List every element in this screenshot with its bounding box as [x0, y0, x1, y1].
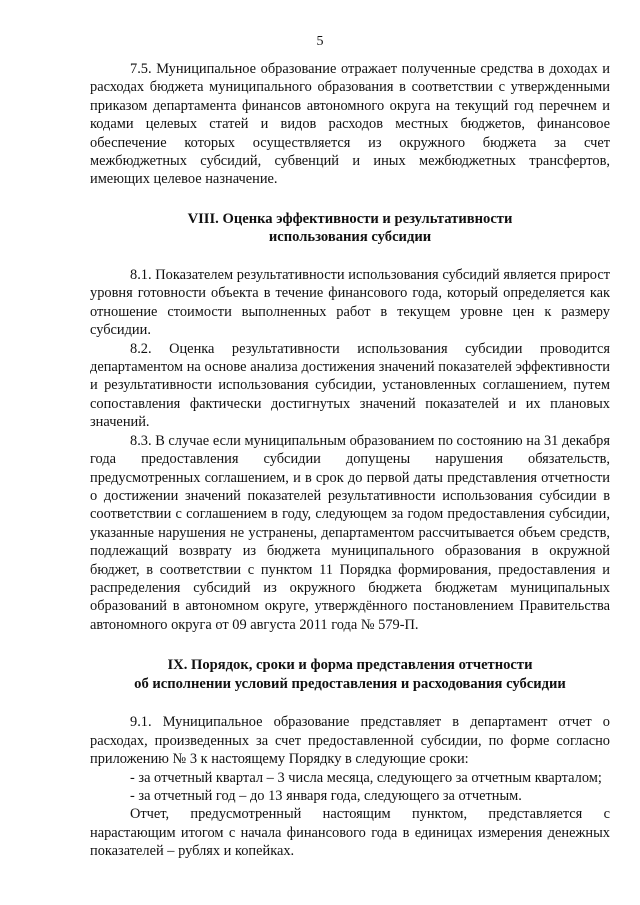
list-item-quarter: - за отчетный квартал – 3 числа месяца, следующего за отчетным кварталом;	[130, 769, 602, 786]
paragraph-8-3: 8.3. В случае если муниципальным образованием по состоянию на 31 декабря года предоставления субсидии допущены нарушения обязательств, предусмотренных соглашением, и в срок до первой даты представления отчетности о достижении значений показателей результативности использования субсидии в соответствии с соглашением в году, следующем за годом предоставления субсидии, указанные нарушения не устранены, департаментом рассчитывается объем средств, подлежащий возврату из бюджета муниципального образования в окружной бюджет, в соответствии с пунктом 11 Порядка формирования, предоставления и распределения субсидий из окружного бюджета бюджетам муниципальных образований в автономном округе, утверждённого постановлением Правительства автономного округа от 09 августа 2011 года № 579-П.	[90, 432, 610, 633]
section-9-heading-line1: IX. Порядок, сроки и форма представления отчетности	[167, 657, 533, 674]
section-8-heading	[90, 210, 610, 247]
page-number: 5	[316, 34, 324, 49]
section-9-heading	[90, 656, 610, 693]
list-item-year: - за отчетный год – до 13 января года, следующего за отчетным.	[130, 787, 522, 804]
paragraph-8-1: 8.1. Показателем результативности использования субсидий является прирост уровня готовности объекта в течение финансового года, который определяется как отношение стоимости выполненных работ в текущем уровне цен к размеру субсидии.	[90, 267, 610, 339]
document-body	[90, 60, 610, 861]
section-8-heading-line2: использования субсидии	[268, 229, 432, 246]
section-8-heading-line1: VIII. Оценка эффективности и результативности	[187, 210, 513, 227]
paragraph-8-2: 8.2. Оценка результативности использования субсидии проводится департаментом на основе анализа достижения значений показателей эффективности и результативности использования субсидии, установленных соглашением, путем сопоставления фактически достигнутых значений показателей и их плановых значений.	[90, 340, 610, 431]
paragraph-7-5: 7.5. Муниципальное образование отражает полученные средства в доходах и расходах бюджета муниципального образования в соответствии с утвержденными приказом департамента финансов автономного округа на текущий год перечнем и кодами целевых статей и видов расходов местных бюджетов, финансовое обеспечение которых осуществляется из окружного бюджета за счет межбюджетных субсидий, субвенций и иных межбюджетных трансфертов, имеющих целевое назначение.	[90, 61, 610, 188]
paragraph-9-1: 9.1. Муниципальное образование представляет в департамент отчет о расходах, произведенных за счет предоставленной субсидии, по форме согласно приложению № 3 к настоящему Порядку в следующие сроки:	[90, 714, 610, 768]
paragraph-report-format: Отчет, предусмотренный настоящим пунктом, представляется с нарастающим итогом с начала финансового года в единицах измерения денежных показателей – рублях и копейках.	[90, 806, 610, 860]
section-9-heading-line2: об исполнении условий предоставления и расходования субсидии	[134, 675, 566, 692]
